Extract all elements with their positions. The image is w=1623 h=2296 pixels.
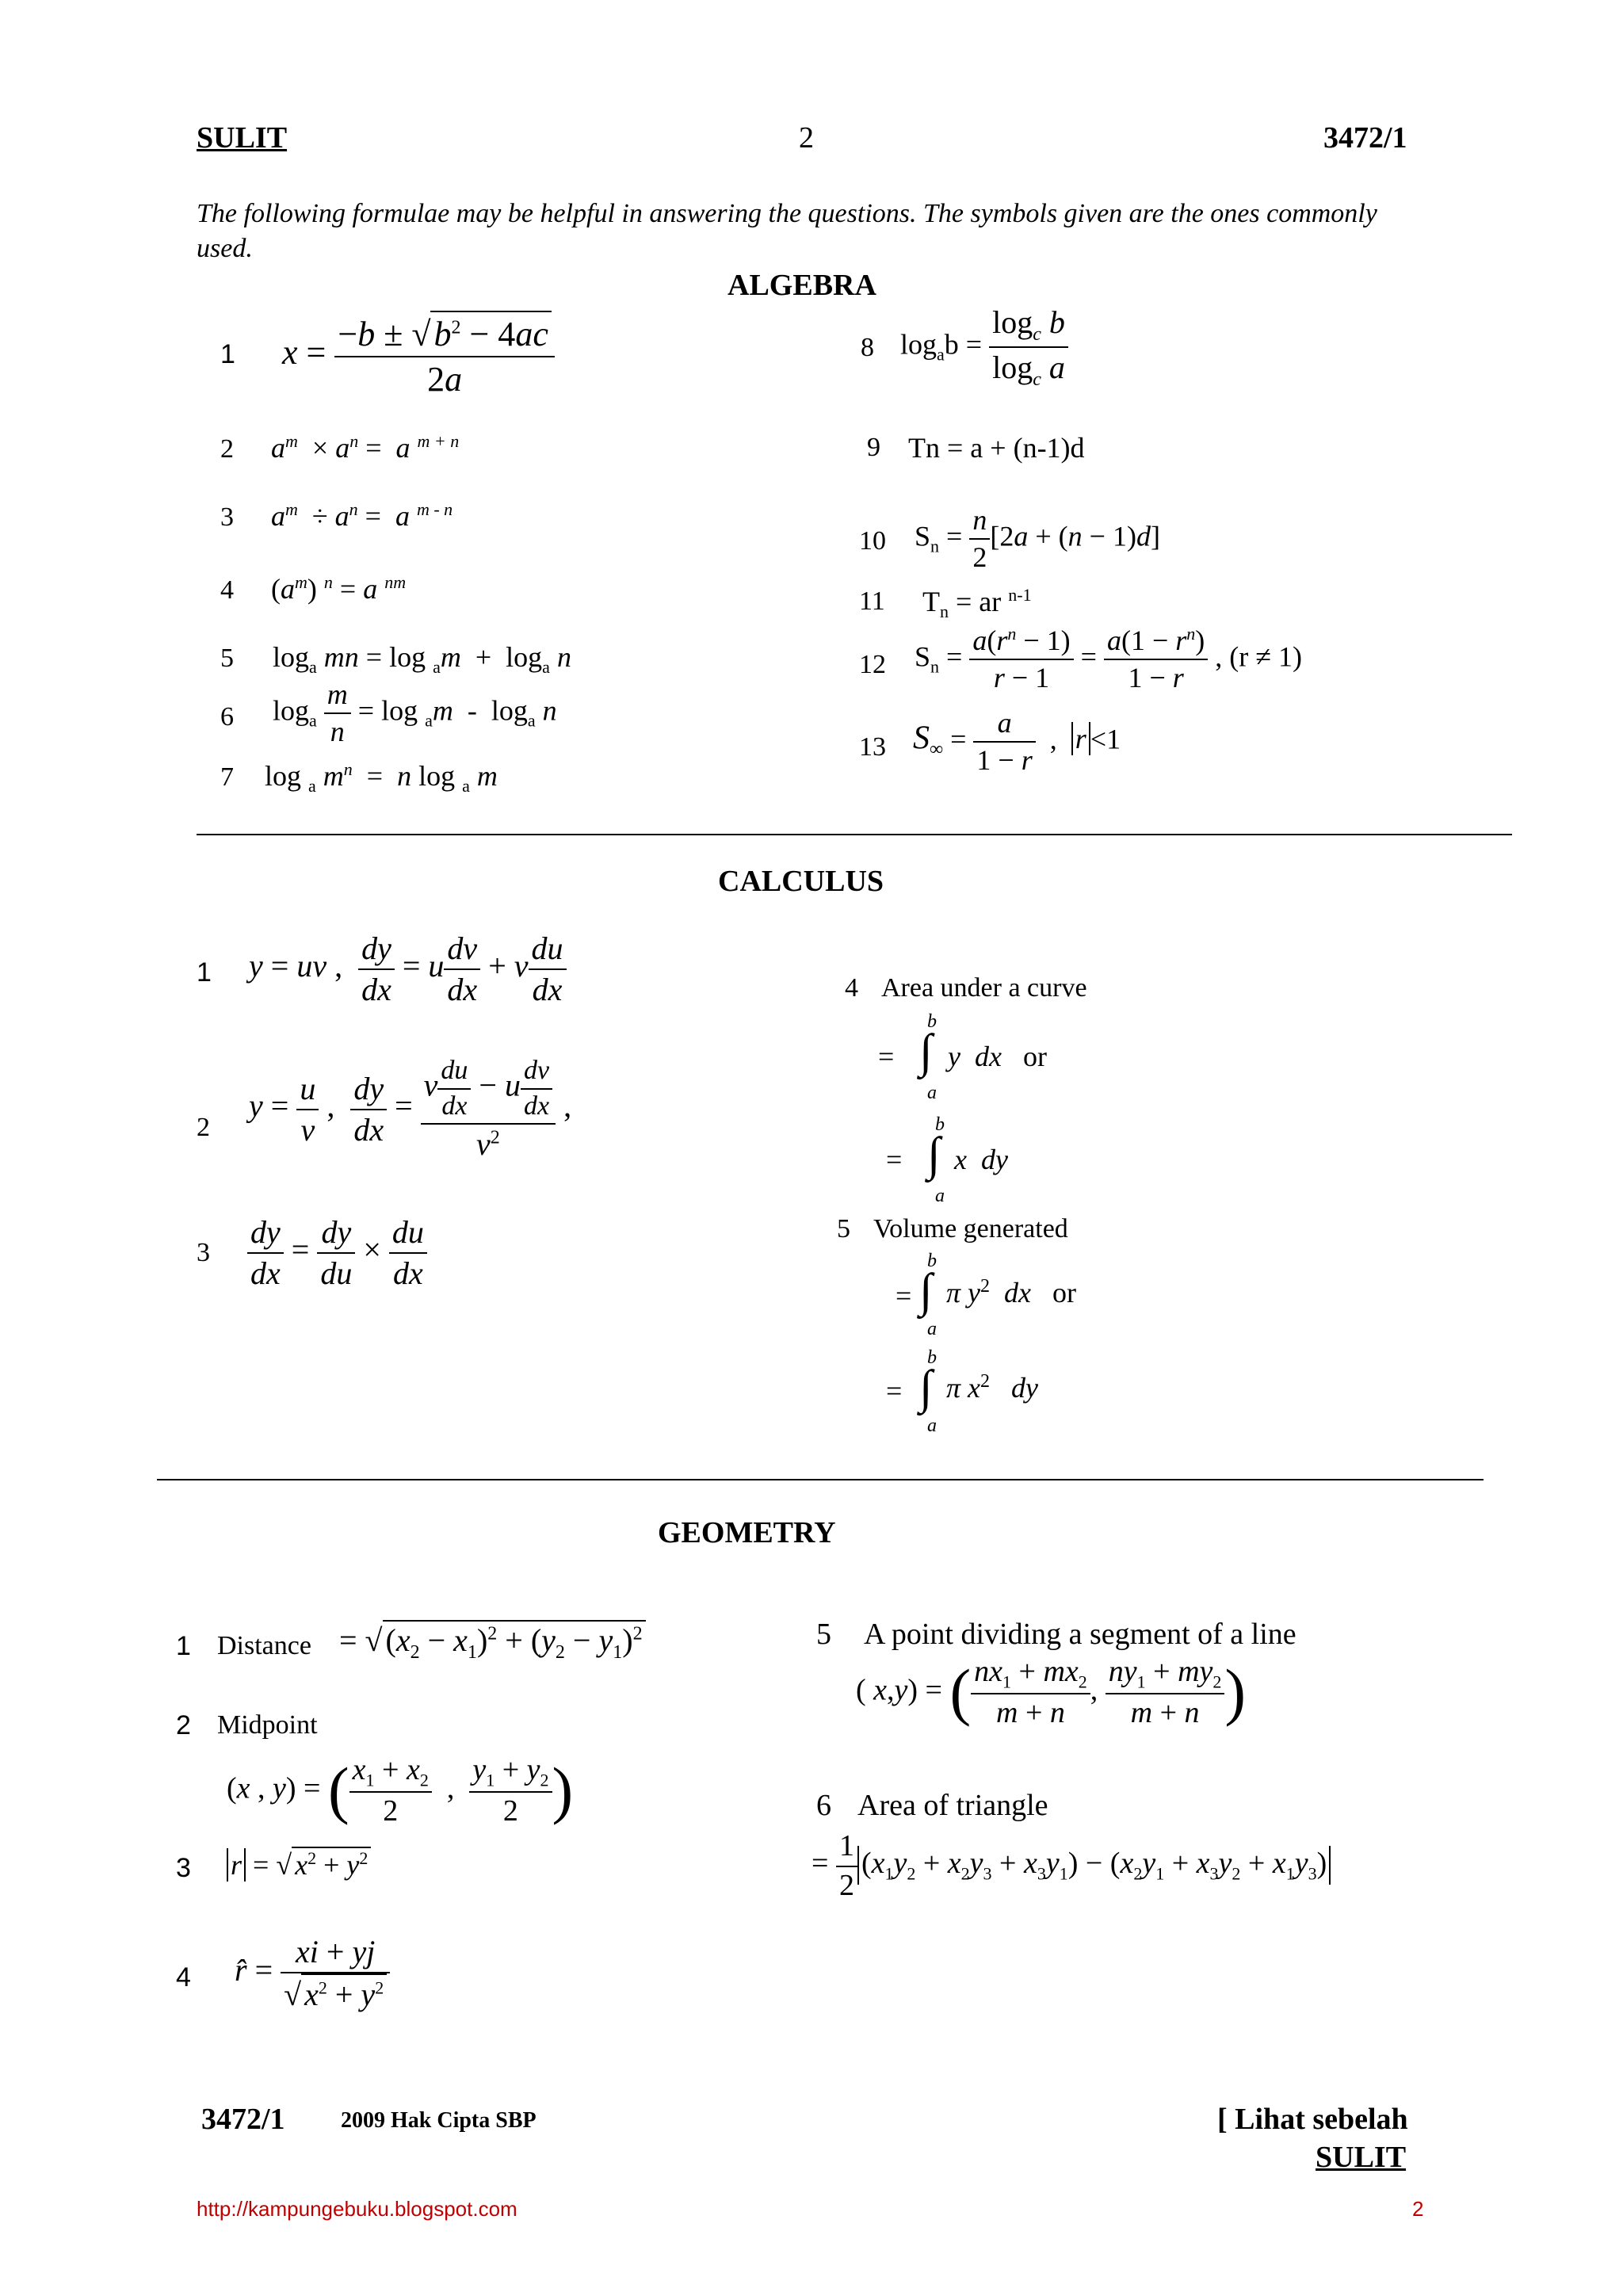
alg-r-condition: , (r ≠ 1) — [1215, 640, 1303, 673]
geo-formula-midpoint: (x , y) = ( $\frac{x_1 + x_2}{2}$ , $\frac{y_1 + y_2}{2}$ ) — [227, 1753, 574, 1828]
geo-num-4: 4 — [176, 1962, 191, 1992]
calc-num-5: 5 — [837, 1214, 850, 1244]
alg-num-7: 7 — [220, 762, 234, 792]
calc-vol-int2-upper: b — [927, 1347, 937, 1368]
calc-num-4: 4 — [845, 973, 858, 1003]
geo-distance-label: Distance — [217, 1631, 311, 1660]
calc-formula-product: y = uv , $\frac{dy}{dx}$ = u $\frac{dv}{dx}$ + v $\frac{du}{dx}$ — [249, 929, 567, 1010]
calc-vol-eq-y: = — [896, 1280, 912, 1312]
alg-num-6: 6 — [220, 702, 234, 732]
alg-formula-9: Tn = a + (n-1)d — [908, 432, 1085, 464]
calc-area-int1-upper: b — [927, 1011, 937, 1032]
alg-num-5: 5 — [220, 644, 234, 673]
alg-formula-3: $a^m \div a^n = a$ $^{m - n}$ — [271, 499, 453, 532]
geo-formula-magnitude: r = √ $x^2 + y^2$ — [227, 1847, 371, 1881]
footer-url-link[interactable]: http://kampungebuku.blogspot.com — [197, 2197, 517, 2221]
calc-area-integrand-y: y dx or — [948, 1041, 1047, 1072]
alg-formula-quadratic: x = $\frac{-b \pm √b^2 - 4ac}{2a}$ — [282, 311, 555, 401]
geo-midpoint-label: Midpoint — [217, 1710, 318, 1740]
calc-area-eq-x: = — [886, 1144, 903, 1175]
calc-vol-integrand-y: π $y^2$ dx or — [946, 1276, 1076, 1308]
calc-vol-integrand-x: π $x^2$ dy — [946, 1371, 1038, 1404]
alg-num-1: 1 — [220, 339, 235, 369]
geo-formula-distance: = √ $(x_2 - x_1)^2 + (y_2 - y_1)^2$ — [339, 1620, 646, 1664]
calc-area-eq-y: = — [878, 1041, 895, 1072]
calc-num-1: 1 — [197, 957, 212, 988]
integral-sign-icon: ∫ — [919, 1025, 933, 1077]
alg-num-13: 13 — [859, 732, 886, 762]
alg-formula-4: $(a^m) ^n = a$ $^{nm}$ — [271, 572, 407, 605]
alg-formula-13: $S_\infty$ = $\frac{a}{1 - r}$ , r <1 — [913, 707, 1121, 776]
calc-vol-or: or — [1052, 1277, 1076, 1308]
geo-formula-unit-vector: r̂ = $\frac{xi + yj}{√ x^2 + y^2}$ — [235, 1932, 390, 2015]
divider-2 — [157, 1479, 1484, 1480]
intro-text: The following formulae may be helpful in answering the questions. The symbols given are the ones commonly used. — [197, 199, 1377, 263]
calc-vol-int1-upper: b — [927, 1251, 937, 1271]
alg-formula-10: $S_n$ = $\frac{n}{2}$ [2a + (n − 1)d] — [915, 504, 1160, 573]
alg-num-4: 4 — [220, 575, 234, 605]
calc-num-2: 2 — [197, 1113, 210, 1142]
alg-num-8: 8 — [861, 333, 874, 362]
alg-num-11: 11 — [859, 586, 885, 616]
alg-abs-r-lt-1: <1 — [1090, 723, 1121, 755]
calc-num-3: 3 — [197, 1238, 210, 1267]
header-page-number: 2 — [799, 121, 814, 155]
calc-area-int1-lower: a — [927, 1083, 937, 1103]
header-paper-code: 3472/1 — [1323, 121, 1407, 155]
divider-1 — [197, 834, 1512, 835]
geo-num-5: 5 — [816, 1618, 831, 1651]
geo-num-6: 6 — [816, 1789, 831, 1822]
footer-copyright: 2009 Hak Cipta SBP — [341, 2108, 537, 2133]
alg-formula-5: $\log_a$ mn = $\log _am + \log_a n$ — [273, 641, 571, 678]
section-calculus: CALCULUS — [718, 865, 884, 898]
calc-formula-chain: $\frac{dy}{dx}$ = $\frac{dy}{du}$ × $\frac{du}{dx}$ — [247, 1213, 427, 1293]
section-algebra: ALGEBRA — [727, 269, 876, 302]
footer-page-number: 2 — [1412, 2197, 1424, 2221]
footer-paper-code: 3472/1 — [201, 2103, 285, 2136]
footer-next-page: [ Lihat sebelah — [1217, 2103, 1408, 2136]
geo-formula-triangle-area: = $\frac{1}{2}$ $(x_1y_2 + x_2y_3 + x_3y_1) - (x_2y_1 + x_3y_2 + x_1y_3)$ — [812, 1828, 1331, 1904]
geo-triangle-label: Area of triangle — [857, 1789, 1048, 1822]
integral-sign-icon: ∫ — [919, 1361, 933, 1413]
calc-area-or: or — [1022, 1041, 1047, 1072]
alg-formula-6: $\log_a$ $\frac{m}{n}$ = $\log _am - \log_a n$ — [273, 678, 557, 747]
alg-formula-11: $T_n$ = ar $^{n-1}$ — [922, 585, 1032, 622]
alg-formula-2: $a^m \times a^n = a$ $^{m + n}$ — [271, 431, 460, 464]
calc-area-int2-lower: a — [935, 1186, 945, 1206]
alg-num-3: 3 — [220, 502, 234, 532]
alg-formula-7: log $_a$ $m^n = n$ log $_a$ m — [265, 759, 498, 797]
geo-formula-dividing: ( x,y) = ( $\frac{nx_1 + mx_2}{m + n}$ , $\frac{ny_1 + my_2}{m + n}$ ) — [856, 1655, 1247, 1730]
alg-num-12: 12 — [859, 650, 886, 679]
calc-area-integrand-x: x dy — [954, 1144, 1008, 1175]
calc-formula-quotient: y = $\frac{u}{v}$ , $\frac{dy}{dx}$ = v $\frac{du}{dx}$ − u $\frac{dv}{dx}$ $v^2$ , — [249, 1056, 572, 1162]
header-left: SULIT — [197, 121, 288, 155]
geo-dividing-label: A point dividing a segment of a line — [864, 1618, 1296, 1651]
geo-num-3: 3 — [176, 1853, 191, 1883]
geo-num-1: 1 — [176, 1631, 191, 1661]
alg-num-10: 10 — [859, 526, 886, 556]
integral-sign-icon: ∫ — [927, 1128, 941, 1180]
calc-vol-int2-lower: a — [927, 1415, 937, 1436]
calc-area-int2-upper: b — [935, 1114, 945, 1135]
calc-area-title: Area under a curve — [881, 973, 1087, 1003]
calc-volume-title: Volume generated — [873, 1214, 1068, 1244]
alg-num-2: 2 — [220, 434, 234, 464]
geo-num-2: 2 — [176, 1710, 191, 1740]
alg-formula-8: $\log_ab$ = $\frac{\log_c b}{\log_c a}$ — [900, 303, 1068, 392]
alg-num-9: 9 — [867, 433, 880, 462]
calc-vol-eq-x: = — [886, 1375, 903, 1407]
integral-sign-icon: ∫ — [919, 1264, 933, 1316]
alg-formula-12: $S_n$ = $\frac{a(r^n - 1)}{r - 1}$ = $\frac{a(1 - r^n)}{1 - r}$ , (r ≠ 1) — [915, 624, 1303, 693]
calc-vol-int1-lower: a — [927, 1319, 937, 1339]
section-geometry: GEOMETRY — [658, 1516, 836, 1549]
footer-sulit: SULIT — [1316, 2141, 1407, 2174]
